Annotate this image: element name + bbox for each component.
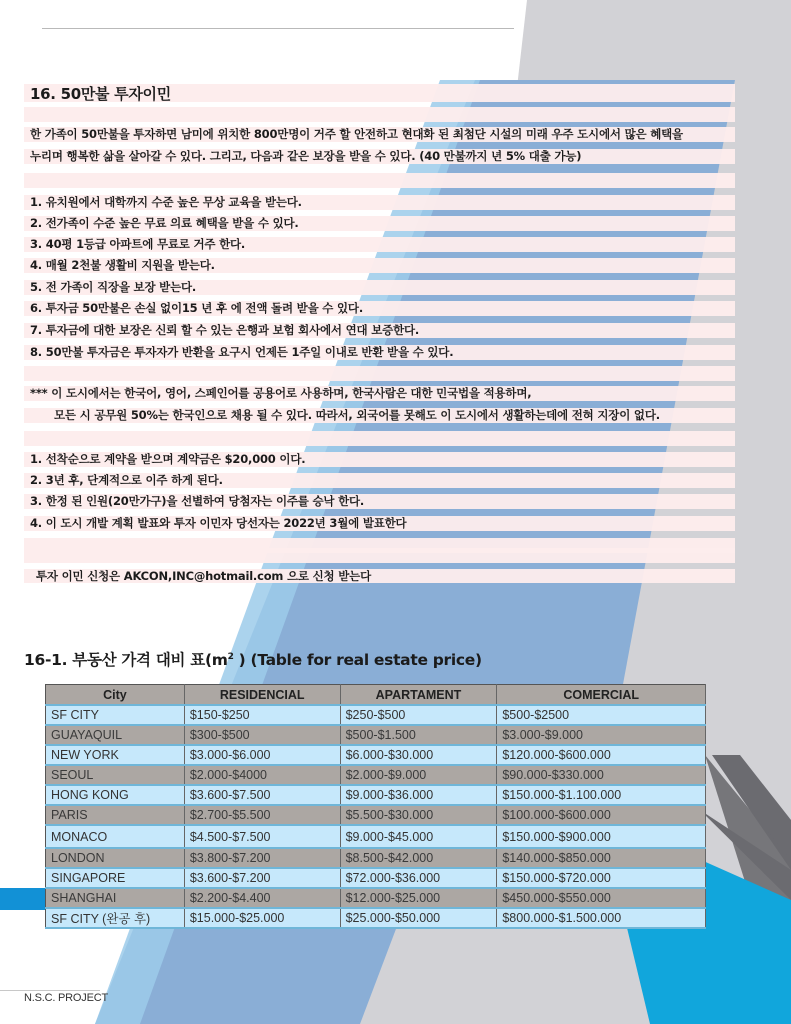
cell-comercial: $800.000-$1.500.000	[497, 908, 706, 928]
cell-comercial: $100.000-$600.000	[497, 805, 706, 825]
cell-residencial: $150-$250	[184, 705, 340, 725]
cell-city: SHANGHAI	[46, 888, 185, 908]
cell-comercial: $120.000-$600.000	[497, 745, 706, 765]
cell-city: PARIS	[46, 805, 185, 825]
condition-item: 4. 이 도시 개발 계획 발표와 투자 이민자 당선자는 2022년 3월에 발표한다	[30, 516, 407, 530]
top-divider	[42, 28, 514, 29]
header-comercial: COMERCIAL	[497, 685, 706, 706]
cell-city: SF CITY (완공 후)	[46, 908, 185, 928]
header-city: City	[46, 685, 185, 706]
table-row	[46, 805, 706, 825]
table-row	[46, 825, 706, 848]
cell-apartament: $12.000-$25.000	[340, 888, 497, 908]
header-residencial: RESIDENCIAL	[184, 685, 340, 706]
intro-line-2: 누리며 행복한 삶을 살아갈 수 있다. 그리고, 다음과 같은 보장을 받을 수 있다. (40 만불까지 년 5% 대출 가능)	[30, 149, 582, 163]
benefit-item: 4. 매월 2천불 생활비 지원을 받는다.	[30, 258, 215, 272]
cell-residencial: $300-$500	[184, 725, 340, 745]
header-apartament: APARTAMENT	[340, 685, 497, 706]
table-title-suffix: ) (Table for real estate price)	[233, 651, 482, 669]
table-title-prefix: 16-1. 부동산 가격 대비 표(m	[24, 651, 228, 669]
cell-comercial: $140.000-$850.000	[497, 848, 706, 868]
table-row	[46, 908, 706, 928]
table-title-superscript: 2	[227, 651, 234, 662]
cell-apartament: $9.000-$45.000	[340, 825, 497, 848]
cell-comercial: $500-$2500	[497, 705, 706, 725]
cell-apartament: $8.500-$42.000	[340, 848, 497, 868]
cell-comercial: $150.000-$720.000	[497, 868, 706, 888]
cell-city: LONDON	[46, 848, 185, 868]
condition-item: 1. 선착순으로 계약을 받으며 계약금은 $20,000 이다.	[30, 452, 306, 466]
cell-city: MONACO	[46, 825, 185, 848]
cell-residencial: $3.800-$7.200	[184, 848, 340, 868]
cell-city: GUAYAQUIL	[46, 725, 185, 745]
condition-item: 2. 3년 후, 단계적으로 이주 하게 된다.	[30, 473, 223, 487]
cell-residencial: $4.500-$7.500	[184, 825, 340, 848]
cell-apartament: $6.000-$30.000	[340, 745, 497, 765]
application-info: 투자 이민 신청은 AKCON,INC@hotmail.com 으로 신청 받는다	[36, 569, 371, 583]
benefit-item: 3. 40평 1등급 아파트에 무료로 거주 한다.	[30, 237, 246, 251]
cell-residencial: $2.200-$4.400	[184, 888, 340, 908]
table-row	[46, 725, 706, 745]
cell-comercial: $3.000-$9.000	[497, 725, 706, 745]
table-row	[46, 705, 706, 725]
benefit-item: 1. 유치원에서 대학까지 수준 높은 무상 교육을 받는다.	[30, 195, 302, 209]
benefit-item: 6. 투자금 50만불은 손실 없이15 년 후 에 전액 돌려 받을 수 있다.	[30, 301, 363, 315]
cell-residencial: $15.000-$25.000	[184, 908, 340, 928]
table-row	[46, 765, 706, 785]
cell-comercial: $150.000-$900.000	[497, 825, 706, 848]
table-title	[24, 648, 482, 670]
cell-apartament: $500-$1.500	[340, 725, 497, 745]
benefit-item: 7. 투자금에 대한 보장은 신뢰 할 수 있는 은행과 보험 회사에서 연대 보증한다.	[30, 323, 420, 337]
cell-city: HONG KONG	[46, 785, 185, 805]
footer-divider	[0, 990, 100, 991]
cell-residencial: $3.000-$6.000	[184, 745, 340, 765]
cell-comercial: $450.000-$550.000	[497, 888, 706, 908]
cell-comercial: $90.000-$330.000	[497, 765, 706, 785]
cell-comercial: $150.000-$1.100.000	[497, 785, 706, 805]
cell-residencial: $2.000-$4000	[184, 765, 340, 785]
intro-line-1: 한 가족이 50만불을 투자하면 남미에 위치한 800만명이 거주 할 안전하고 현대화 된 최첨단 시설의 미래 우주 도시에서 많은 혜택을	[30, 127, 683, 141]
cell-apartament: $5.500-$30.000	[340, 805, 497, 825]
cell-apartament: $9.000-$36.000	[340, 785, 497, 805]
table-row	[46, 888, 706, 908]
real-estate-price-table	[45, 684, 706, 929]
table-row	[46, 745, 706, 765]
cell-apartament: $2.000-$9.000	[340, 765, 497, 785]
cell-apartament: $72.000-$36.000	[340, 868, 497, 888]
benefit-item: 8. 50만불 투자금은 투자자가 반환을 요구시 언제든 1주일 이내로 반환 받을 수 있다.	[30, 345, 454, 359]
benefit-item: 2. 전가족이 수준 높은 무료 의료 혜택을 받을 수 있다.	[30, 216, 299, 230]
cell-city: NEW YORK	[46, 745, 185, 765]
cell-residencial: $3.600-$7.200	[184, 868, 340, 888]
table-row	[46, 868, 706, 888]
cell-apartament: $250-$500	[340, 705, 497, 725]
section-title: 16. 50만불 투자이민	[30, 85, 171, 103]
cell-city: SF CITY	[46, 705, 185, 725]
condition-item: 3. 한정 된 인원(20만가구)을 선별하여 당첨자는 이주를 승낙 한다.	[30, 494, 365, 508]
cell-city: SINGAPORE	[46, 868, 185, 888]
table-header-row	[46, 685, 706, 706]
cell-residencial: $2.700-$5.500	[184, 805, 340, 825]
table-row	[46, 848, 706, 868]
benefit-item: 5. 전 가족이 직장을 보장 받는다.	[30, 280, 197, 294]
footer-label: N.S.C. PROJECT	[24, 992, 108, 1004]
table-row	[46, 785, 706, 805]
cell-city: SEOUL	[46, 765, 185, 785]
cell-apartament: $25.000-$50.000	[340, 908, 497, 928]
cell-residencial: $3.600-$7.500	[184, 785, 340, 805]
note-line-1: *** 이 도시에서는 한국어, 영어, 스페인어를 공용어로 사용하며, 한국사람은 대한 민국법을 적용하며,	[30, 386, 532, 400]
note-line-2: 모든 시 공무원 50%는 한국인으로 채용 될 수 있다. 따라서, 외국어를 못해도 이 도시에서 생활하는데에 전혀 지장이 없다.	[54, 408, 660, 422]
